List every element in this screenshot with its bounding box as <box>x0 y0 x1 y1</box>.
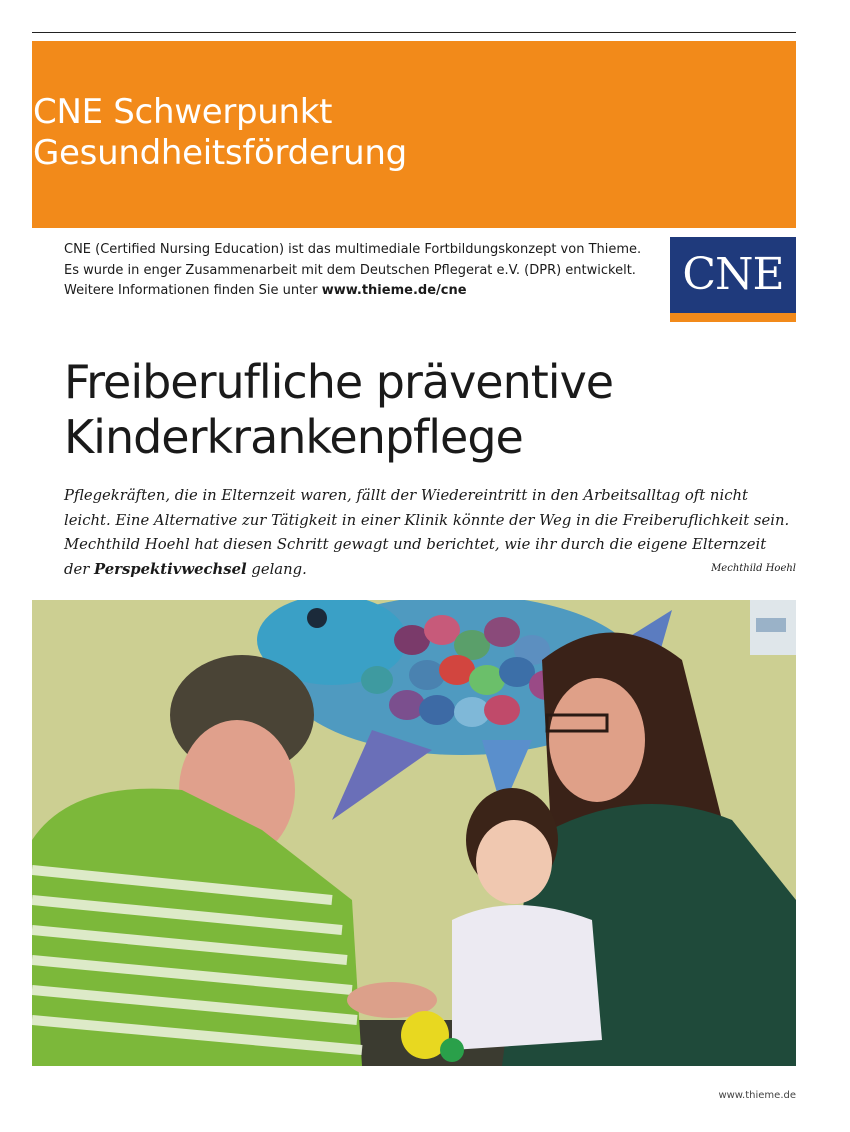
article-photo <box>32 600 796 1066</box>
cne-logo-text: CNE <box>682 249 784 300</box>
banner-title-line2: Gesundheitsförderung <box>33 133 407 173</box>
intro-body: CNE (Certified Nursing Education) ist das multimediale Fortbildungskonzept von Thieme. Es wurde in enger Zusammenarbeit mit dem Deutschen Pflegerat e.V. (DPR) entwickelt. Weitere Informationen finden Sie unter <box>64 242 642 298</box>
top-rule <box>32 32 796 33</box>
intro-link[interactable]: www.thieme.de/cne <box>321 283 467 298</box>
banner-title <box>33 92 407 174</box>
lead-bold: Perspektivwechsel <box>94 560 247 578</box>
headline-line2: Kinderkrankenpflege <box>64 410 523 464</box>
article-lead <box>64 484 794 582</box>
photo-illustration <box>32 600 796 1066</box>
intro-text <box>64 240 654 302</box>
lead-end: gelang. <box>246 560 307 578</box>
headline-line1: Freiberufliche präventive <box>64 355 614 409</box>
footer-url[interactable]: www.thieme.de <box>718 1090 796 1101</box>
cne-logo <box>670 237 796 322</box>
banner-title-line1: CNE Schwerpunkt <box>33 92 333 132</box>
article-headline <box>64 355 613 465</box>
lead-text: Pflegekräften, die in Elternzeit waren, fällt der Wiedereintritt in den Arbeitsalltag oft nicht leicht. Eine Alternative zur Tätigkeit in einer Klinik könnte der Weg in die Freiberuflichkeit sein. Mechthild Hoehl hat diesen Schritt gewagt und berichtet, wie ihr durch die eigene Elternzeit der <box>64 487 790 578</box>
author-name: Mechthild Hoehl <box>711 563 796 574</box>
